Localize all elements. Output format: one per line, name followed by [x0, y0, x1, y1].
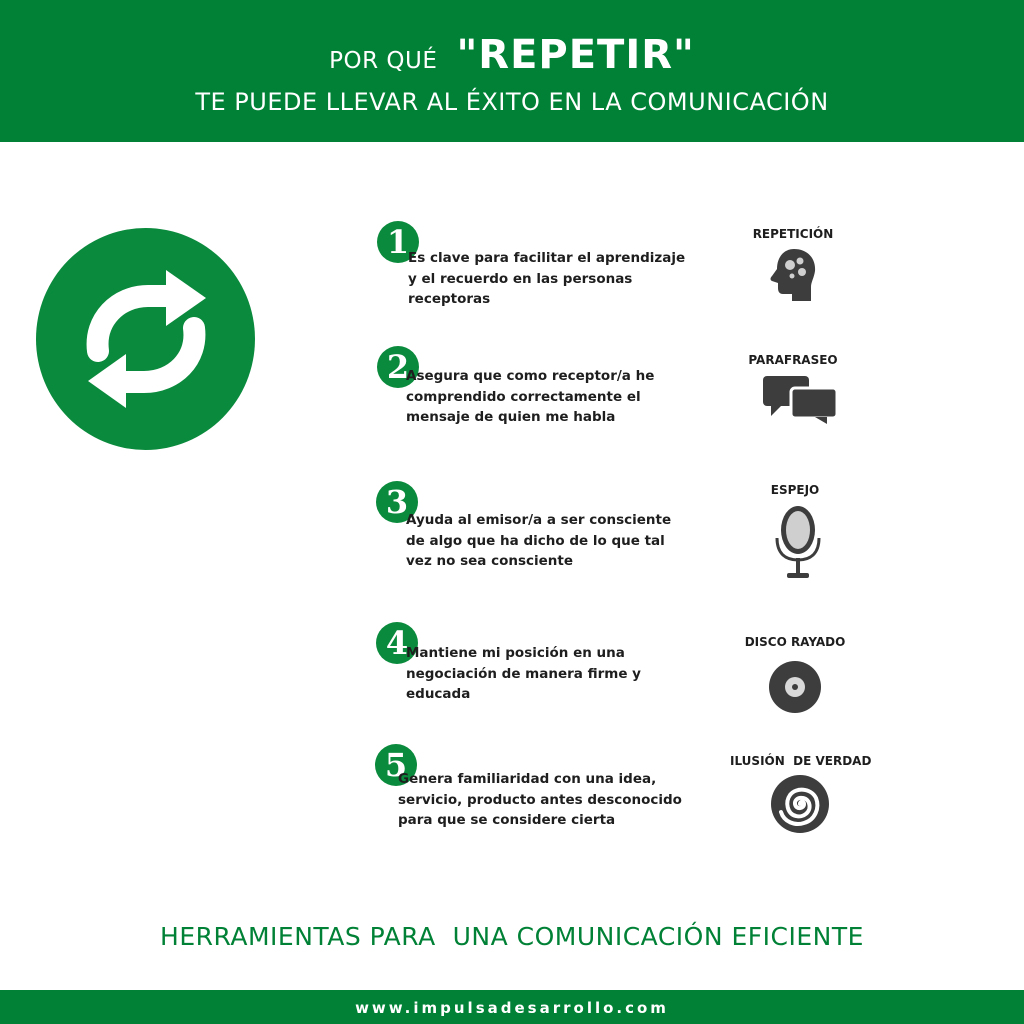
disc-icon	[768, 660, 822, 714]
number-badge: 2	[377, 346, 419, 388]
footer-tagline: HERRAMIENTAS PARA UNA COMUNICACIÓN EFICIENTE	[160, 922, 864, 951]
number-badge: 3	[376, 481, 418, 523]
title-prefix: POR QUÉ	[329, 48, 438, 74]
repeat-arrows-icon	[36, 228, 255, 450]
item-text: Es clave para facilitar el aprendizaje y el recuerdo en las personas receptoras	[408, 250, 686, 307]
number-badge: 1	[377, 221, 419, 263]
page-subtitle: TE PUEDE LLEVAR AL ÉXITO EN LA COMUNICACIÓN	[195, 88, 829, 116]
tool-label: PARAFRASEO	[748, 353, 838, 367]
item-text: Asegura que como receptor/a he comprendido correctamente el mensaje de quien me habla	[406, 368, 655, 425]
page-title: "REPETIR"	[456, 32, 695, 78]
head-brain-icon	[768, 247, 818, 303]
item-text: Genera familiaridad con una idea, servicio, producto antes desconocido para que se considere cierta	[398, 771, 682, 828]
number-badge: 5	[375, 744, 417, 786]
tool-label: ILUSIÓN DE VERDAD	[730, 754, 872, 768]
tool-label: ESPEJO	[770, 483, 820, 497]
item-text: Mantiene mi posición en una negociación de manera firme y educada	[406, 645, 641, 702]
number-badge: 4	[376, 622, 418, 664]
spiral-icon	[770, 774, 830, 834]
mirror-icon	[774, 502, 822, 580]
website-link[interactable]: www.impulsadesarrollo.com	[355, 999, 669, 1017]
tool-label: DISCO RAYADO	[744, 635, 846, 649]
tool-label: REPETICIÓN	[752, 227, 834, 241]
footer-website-bar	[0, 990, 1024, 1024]
speech-bubbles-icon	[761, 374, 839, 424]
title-line	[0, 32, 1024, 78]
header-banner	[0, 0, 1024, 142]
item-text: Ayuda al emisor/a a ser consciente de algo que ha dicho de lo que tal vez no sea consciente	[406, 512, 672, 569]
